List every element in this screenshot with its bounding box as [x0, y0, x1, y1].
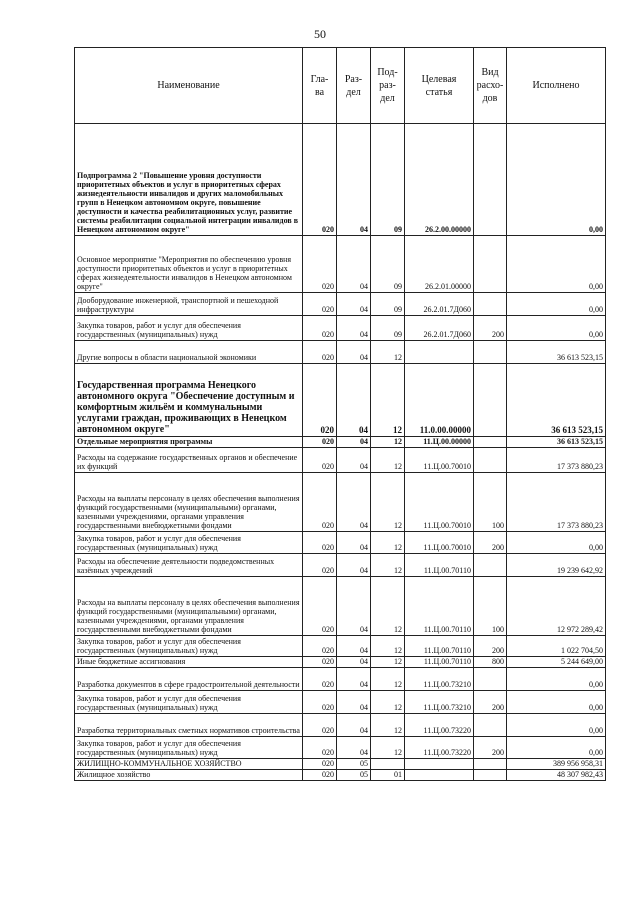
row-glava-cell: 020 — [303, 437, 337, 448]
row-target-article-cell: 26.2.01.00000 — [405, 236, 474, 293]
row-razdel-cell: 04 — [337, 532, 371, 554]
row-name-cell: Иные бюджетные ассигнования — [75, 657, 303, 668]
row-expense-type-cell — [474, 364, 507, 437]
row-name-cell: Расходы на содержание государственных органов и обеспечение их функций — [75, 448, 303, 473]
row-expense-type-cell: 100 — [474, 473, 507, 532]
row-podrazdel-cell: 12 — [371, 364, 405, 437]
row-name-cell: Закупка товаров, работ и услуг для обеспечения государственных (муниципальных) нужд — [75, 532, 303, 554]
row-expense-type-cell: 200 — [474, 636, 507, 657]
row-executed-cell: 36 613 523,15 — [507, 341, 606, 364]
row-expense-type-cell: 800 — [474, 657, 507, 668]
row-razdel-cell: 04 — [337, 473, 371, 532]
row-glava-cell: 020 — [303, 554, 337, 577]
row-razdel-cell: 05 — [337, 759, 371, 770]
row-target-article-cell: 11.Ц.00.70110 — [405, 577, 474, 636]
row-podrazdel-cell: 09 — [371, 124, 405, 236]
row-expense-type-cell — [474, 759, 507, 770]
row-glava-cell: 020 — [303, 657, 337, 668]
row-name-cell: Отдельные мероприятия программы — [75, 437, 303, 448]
row-target-article-cell: 11.Ц.00.70110 — [405, 657, 474, 668]
row-name-cell: Другие вопросы в области национальной экономики — [75, 341, 303, 364]
row-name-cell: Закупка товаров, работ и услуг для обеспечения государственных (муниципальных) нужд — [75, 636, 303, 657]
row-name-cell: Разработка документов в сфере градостроительной деятельности — [75, 668, 303, 691]
row-podrazdel-cell: 12 — [371, 691, 405, 714]
row-razdel-cell: 04 — [337, 554, 371, 577]
page-number: 50 — [314, 27, 326, 41]
row-expense-type-cell: 200 — [474, 532, 507, 554]
row-razdel-cell: 05 — [337, 770, 371, 781]
row-target-article-cell: 11.Ц.00.70110 — [405, 636, 474, 657]
row-target-article-cell — [405, 770, 474, 781]
row-target-article-cell: 11.Ц.00.70010 — [405, 532, 474, 554]
row-name-cell: Государственная программа Ненецкого автономного округа "Обеспечение доступным и комфортным жильём и коммунальными услугами граждан, проживающих в Ненецком автономном округе" — [75, 364, 303, 437]
row-podrazdel-cell: 01 — [371, 770, 405, 781]
table-row — [75, 473, 606, 532]
row-target-article-cell: 11.Ц.00.70010 — [405, 448, 474, 473]
row-target-article-cell: 11.0.00.00000 — [405, 364, 474, 437]
row-executed-cell: 0,00 — [507, 737, 606, 759]
table-row — [75, 714, 606, 737]
row-executed-cell: 36 613 523,15 — [507, 437, 606, 448]
row-expense-type-cell: 200 — [474, 316, 507, 341]
table-row — [75, 124, 606, 236]
row-glava-cell: 020 — [303, 236, 337, 293]
row-razdel-cell: 04 — [337, 341, 371, 364]
row-razdel-cell: 04 — [337, 577, 371, 636]
row-target-article-cell — [405, 759, 474, 770]
row-name-cell: Подпрограмма 2 "Повышение уровня доступности приоритетных объектов и услуг в приоритетных сферах жизнедеятельности инвалидов и других маломобильных групп в Ненецком автономном округе, повышение доступности и качества реабилитационных услуг, развитие системы реабилитации социальной интеграции инвалидов в Ненецком автономном округе" — [75, 124, 303, 236]
row-glava-cell: 020 — [303, 532, 337, 554]
row-executed-cell: 19 239 642,92 — [507, 554, 606, 577]
row-expense-type-cell: 200 — [474, 691, 507, 714]
row-podrazdel-cell: 12 — [371, 341, 405, 364]
row-target-article-cell: 11.Ц.00.73220 — [405, 737, 474, 759]
row-target-article-cell — [405, 341, 474, 364]
row-name-cell: Расходы на выплаты персоналу в целях обеспечения выполнения функций государственными (муниципальными) органами, казенными учреждениями, органами управления государственными внебюджетными фондами — [75, 473, 303, 532]
header-razdel: Раз- дел — [337, 48, 371, 124]
row-expense-type-cell: 100 — [474, 577, 507, 636]
row-razdel-cell: 04 — [337, 124, 371, 236]
row-target-article-cell: 11.Ц.00.73210 — [405, 668, 474, 691]
header-target-article: Целевая статья — [405, 48, 474, 124]
row-name-cell: Расходы на обеспечение деятельности подведомственных казённых учреждений — [75, 554, 303, 577]
row-target-article-cell: 11.Ц.00.73210 — [405, 691, 474, 714]
row-glava-cell: 020 — [303, 124, 337, 236]
row-target-article-cell: 11.Ц.00.70110 — [405, 554, 474, 577]
row-razdel-cell: 04 — [337, 316, 371, 341]
row-podrazdel-cell: 12 — [371, 714, 405, 737]
row-podrazdel-cell: 12 — [371, 437, 405, 448]
row-name-cell: Расходы на выплаты персоналу в целях обеспечения выполнения функций государственными (муниципальными) органами, казенными учреждениями, органами управления государственными внебюджетными фондами — [75, 577, 303, 636]
row-name-cell: ЖИЛИЩНО-КОММУНАЛЬНОЕ ХОЗЯЙСТВО — [75, 759, 303, 770]
row-executed-cell: 0,00 — [507, 293, 606, 316]
row-executed-cell: 0,00 — [507, 691, 606, 714]
row-podrazdel-cell: 12 — [371, 532, 405, 554]
table-row — [75, 554, 606, 577]
header-podrazdel: Под- раз- дел — [371, 48, 405, 124]
budget-execution-table — [74, 47, 606, 781]
row-executed-cell: 389 956 958,31 — [507, 759, 606, 770]
table-row — [75, 364, 606, 437]
row-target-article-cell: 26.2.01.7Д060 — [405, 316, 474, 341]
table-row — [75, 770, 606, 781]
row-executed-cell: 0,00 — [507, 316, 606, 341]
row-razdel-cell: 04 — [337, 636, 371, 657]
table-row — [75, 657, 606, 668]
row-glava-cell: 020 — [303, 577, 337, 636]
row-razdel-cell: 04 — [337, 691, 371, 714]
row-expense-type-cell — [474, 341, 507, 364]
row-expense-type-cell — [474, 668, 507, 691]
table-row — [75, 737, 606, 759]
row-executed-cell: 0,00 — [507, 124, 606, 236]
row-executed-cell: 0,00 — [507, 714, 606, 737]
row-glava-cell: 020 — [303, 770, 337, 781]
row-executed-cell: 12 972 289,42 — [507, 577, 606, 636]
row-razdel-cell: 04 — [337, 668, 371, 691]
row-expense-type-cell: 200 — [474, 737, 507, 759]
row-glava-cell: 020 — [303, 448, 337, 473]
row-target-article-cell: 26.2.00.00000 — [405, 124, 474, 236]
row-target-article-cell: 26.2.01.7Д060 — [405, 293, 474, 316]
row-glava-cell: 020 — [303, 636, 337, 657]
row-expense-type-cell — [474, 714, 507, 737]
row-glava-cell: 020 — [303, 714, 337, 737]
row-glava-cell: 020 — [303, 691, 337, 714]
row-razdel-cell: 04 — [337, 448, 371, 473]
row-expense-type-cell — [474, 293, 507, 316]
row-podrazdel-cell: 09 — [371, 316, 405, 341]
row-executed-cell: 17 373 880,23 — [507, 473, 606, 532]
row-expense-type-cell — [474, 437, 507, 448]
row-name-cell: Жилищное хозяйство — [75, 770, 303, 781]
row-razdel-cell: 04 — [337, 364, 371, 437]
table-row — [75, 532, 606, 554]
row-expense-type-cell — [474, 554, 507, 577]
row-razdel-cell: 04 — [337, 236, 371, 293]
row-target-article-cell: 11.Ц.00.73220 — [405, 714, 474, 737]
row-target-article-cell: 11.Ц.00.00000 — [405, 437, 474, 448]
row-executed-cell: 0,00 — [507, 668, 606, 691]
row-razdel-cell: 04 — [337, 657, 371, 668]
row-razdel-cell: 04 — [337, 714, 371, 737]
table-row — [75, 691, 606, 714]
table-row — [75, 293, 606, 316]
row-podrazdel-cell — [371, 759, 405, 770]
row-podrazdel-cell: 12 — [371, 448, 405, 473]
table-row — [75, 448, 606, 473]
row-executed-cell: 0,00 — [507, 532, 606, 554]
row-expense-type-cell — [474, 236, 507, 293]
row-podrazdel-cell: 09 — [371, 293, 405, 316]
row-podrazdel-cell: 12 — [371, 668, 405, 691]
row-podrazdel-cell: 12 — [371, 577, 405, 636]
header-glava: Гла- ва — [303, 48, 337, 124]
row-name-cell: Закупка товаров, работ и услуг для обеспечения государственных (муниципальных) нужд — [75, 737, 303, 759]
table-row — [75, 668, 606, 691]
row-executed-cell: 0,00 — [507, 236, 606, 293]
row-podrazdel-cell: 12 — [371, 554, 405, 577]
header-expense-type: Вид расхо- дов — [474, 48, 507, 124]
row-glava-cell: 020 — [303, 668, 337, 691]
table-row — [75, 759, 606, 770]
row-razdel-cell: 04 — [337, 293, 371, 316]
row-executed-cell: 48 307 982,43 — [507, 770, 606, 781]
row-podrazdel-cell: 12 — [371, 737, 405, 759]
table-header-row — [75, 48, 606, 124]
row-glava-cell: 020 — [303, 341, 337, 364]
row-glava-cell: 020 — [303, 737, 337, 759]
row-name-cell: Разработка территориальных сметных нормативов строительства — [75, 714, 303, 737]
row-expense-type-cell — [474, 124, 507, 236]
row-razdel-cell: 04 — [337, 737, 371, 759]
row-expense-type-cell — [474, 448, 507, 473]
row-executed-cell: 1 022 704,50 — [507, 636, 606, 657]
row-glava-cell: 020 — [303, 316, 337, 341]
row-glava-cell: 020 — [303, 364, 337, 437]
table-row — [75, 577, 606, 636]
table-row — [75, 316, 606, 341]
header-name: Наименование — [75, 48, 303, 124]
table-row — [75, 437, 606, 448]
row-executed-cell: 17 373 880,23 — [507, 448, 606, 473]
table-row — [75, 636, 606, 657]
table-row — [75, 341, 606, 364]
row-executed-cell: 5 244 649,00 — [507, 657, 606, 668]
row-podrazdel-cell: 12 — [371, 657, 405, 668]
row-podrazdel-cell: 12 — [371, 473, 405, 532]
row-executed-cell: 36 613 523,15 — [507, 364, 606, 437]
row-target-article-cell: 11.Ц.00.70010 — [405, 473, 474, 532]
row-glava-cell: 020 — [303, 473, 337, 532]
header-executed: Исполнено — [507, 48, 606, 124]
row-podrazdel-cell: 12 — [371, 636, 405, 657]
row-name-cell: Закупка товаров, работ и услуг для обеспечения государственных (муниципальных) нужд — [75, 691, 303, 714]
table-row — [75, 236, 606, 293]
row-razdel-cell: 04 — [337, 437, 371, 448]
row-glava-cell: 020 — [303, 759, 337, 770]
row-podrazdel-cell: 09 — [371, 236, 405, 293]
row-glava-cell: 020 — [303, 293, 337, 316]
row-expense-type-cell — [474, 770, 507, 781]
row-name-cell: Дооборудование инженерной, транспортной и пешеходной инфраструктуры — [75, 293, 303, 316]
row-name-cell: Основное мероприятие "Мероприятия по обеспечению уровня доступности приоритетных объектов и услуг в приоритетных сферах жизнедеятельности инвалидов в Ненецком автономном округе" — [75, 236, 303, 293]
row-name-cell: Закупка товаров, работ и услуг для обеспечения государственных (муниципальных) нужд — [75, 316, 303, 341]
